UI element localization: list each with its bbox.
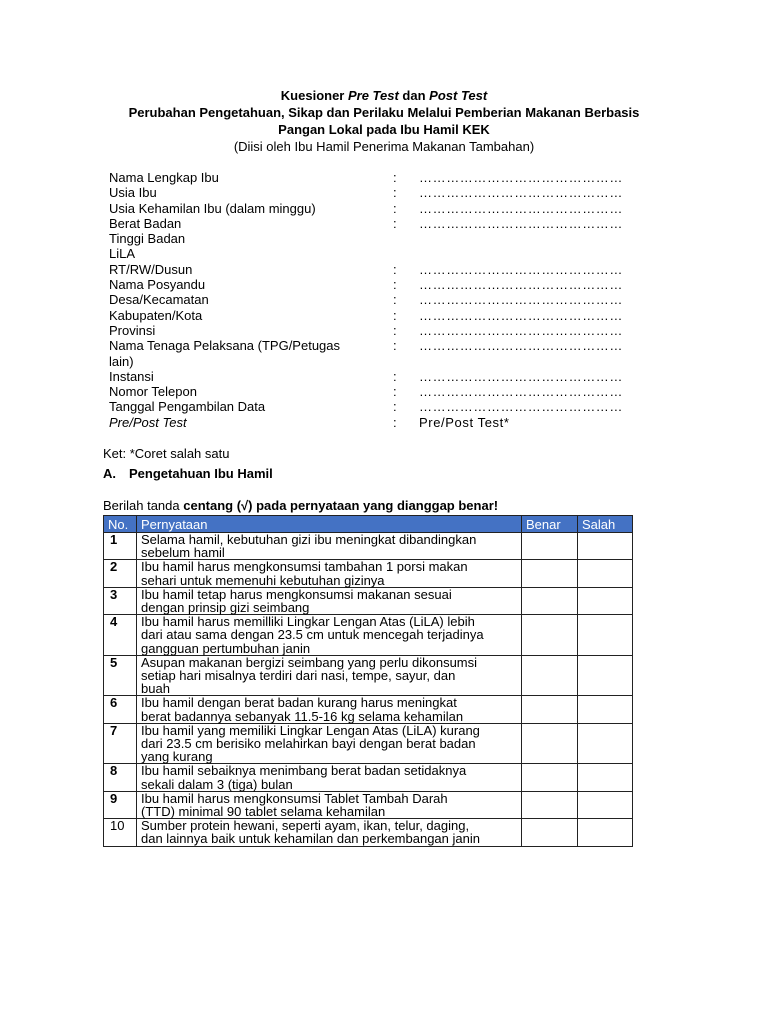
row-statement (137, 723, 522, 764)
questionnaire-table (103, 515, 633, 847)
statement-line: dengan prinsip gizi seimbang (141, 600, 310, 616)
row-number: 5 (104, 655, 137, 696)
field-colon: : (393, 277, 397, 293)
salah-cell[interactable] (578, 560, 633, 587)
row-number: 6 (104, 696, 137, 723)
salah-cell[interactable] (578, 696, 633, 723)
field-row (109, 308, 669, 323)
statement-line: gangguan pertumbuhan janin (141, 640, 311, 656)
field-colon: : (393, 414, 397, 430)
field-value-blank[interactable]: ……………………………………… (419, 200, 623, 216)
field-value-blank[interactable]: ……………………………………… (419, 277, 623, 293)
field-colon: : (393, 368, 397, 384)
table-row (104, 587, 633, 614)
table-row (104, 819, 633, 846)
row-statement (137, 560, 522, 587)
row-number: 4 (104, 615, 137, 656)
field-value-blank[interactable] (419, 354, 669, 369)
row-statement (137, 696, 522, 723)
salah-cell[interactable] (578, 533, 633, 560)
field-value-blank[interactable]: ……………………………………… (419, 261, 623, 277)
field-label: Nama Posyandu (109, 277, 206, 293)
section-title: Pengetahuan Ibu Hamil (129, 466, 273, 481)
field-label: Berat Badan (109, 215, 182, 231)
field-value-blank[interactable]: ……………………………………… (419, 399, 623, 415)
table-row (104, 560, 633, 587)
salah-cell[interactable] (578, 819, 633, 846)
row-statement (137, 533, 522, 560)
field-label: lain) (109, 353, 134, 369)
benar-cell[interactable] (522, 791, 578, 818)
field-value-blank[interactable]: ……………………………………… (419, 292, 623, 308)
row-number: 7 (104, 723, 137, 764)
field-value-blank[interactable]: ……………………………………… (419, 368, 623, 384)
document-subtitle-line1: Perubahan Pengetahuan, Sikap dan Perilaku Melalui Pemberian Makanan Berbasis (128, 105, 640, 120)
respondent-fields (109, 170, 669, 430)
benar-cell[interactable] (522, 615, 578, 656)
header-benar: Benar (522, 516, 578, 533)
instruction-text: Berilah tanda centang (√) pada pernyataan yang dianggap benar! (103, 498, 499, 513)
field-colon: : (393, 185, 397, 201)
field-row (109, 369, 669, 384)
field-value-blank[interactable]: ……………………………………… (419, 307, 623, 323)
field-row (109, 185, 669, 200)
field-colon: : (393, 261, 397, 277)
header-statement: Pernyataan (137, 516, 522, 533)
statement-line: Ibu hamil yang memiliki Lingkar Lengan Atas (LiLA) kurang (141, 722, 480, 738)
benar-cell[interactable] (522, 587, 578, 614)
document-subtitle-line2: Pangan Lokal pada Ibu Hamil KEK (278, 122, 490, 137)
statement-line: Ibu hamil tetap harus mengkonsumsi makanan sesuai (141, 586, 452, 602)
benar-cell[interactable] (522, 655, 578, 696)
field-label: Instansi (109, 368, 154, 384)
field-row (109, 262, 669, 277)
table-row (104, 615, 633, 656)
benar-cell[interactable] (522, 819, 578, 846)
benar-cell[interactable] (522, 764, 578, 791)
row-statement (137, 791, 522, 818)
row-statement (137, 615, 522, 656)
field-colon: : (393, 384, 397, 400)
field-value-blank[interactable]: ……………………………………… (419, 215, 623, 231)
statement-line: berat badannya sebanyak 11.5-16 kg selama kehamilan (141, 708, 464, 724)
statement-line: sehari untuk memenuhi kebutuhan gizinya (141, 572, 385, 588)
statement-line: Ibu hamil harus mengkonsumsi Tablet Tambah Darah (141, 790, 448, 806)
benar-cell[interactable] (522, 533, 578, 560)
table-header-row (104, 516, 633, 533)
field-label: Pre/Post Test (109, 414, 187, 430)
statement-line: sebelum hamil (141, 545, 225, 561)
statement-line: buah (141, 681, 170, 697)
table-row (104, 791, 633, 818)
statement-line: sekali dalam 3 (tiga) bulan (141, 776, 293, 792)
section-heading (103, 466, 273, 481)
field-value-blank[interactable]: ……………………………………… (419, 338, 623, 354)
field-label: Desa/Kecamatan (109, 292, 209, 308)
statement-line: Asupan makanan bergizi seimbang yang perlu dikonsumsi (141, 654, 478, 670)
field-colon: : (393, 170, 397, 185)
ket-note: Ket: *Coret salah satu (103, 446, 230, 461)
field-value-blank[interactable]: ……………………………………… (419, 185, 623, 201)
document-title: Kuesioner Pre Test dan Post Test (280, 88, 488, 103)
field-label: Tinggi Badan (109, 231, 186, 247)
table-row (104, 764, 633, 791)
row-number: 1 (104, 533, 137, 560)
field-row (109, 246, 669, 261)
statement-line: dan lainnya baik untuk kehamilan dan perkembangan janin (141, 831, 480, 847)
field-label: RT/RW/Dusun (109, 261, 193, 277)
field-colon: : (393, 307, 397, 323)
row-statement (137, 655, 522, 696)
table-row (104, 655, 633, 696)
table-row (104, 533, 633, 560)
row-statement (137, 587, 522, 614)
table-row (104, 723, 633, 764)
field-row (109, 216, 669, 231)
field-label: Tanggal Pengambilan Data (109, 399, 266, 415)
row-number: 9 (104, 791, 137, 818)
field-row (109, 170, 669, 185)
statement-line: Sumber protein hewani, seperti ayam, ikan, telur, daging, (141, 818, 470, 834)
benar-cell[interactable] (522, 723, 578, 764)
field-row (109, 201, 669, 216)
field-label: Usia Kehamilan Ibu (dalam minggu) (109, 200, 316, 216)
field-label: Usia Ibu (109, 185, 157, 201)
field-row (109, 415, 669, 430)
field-colon (393, 246, 419, 261)
field-colon: : (393, 200, 397, 216)
statement-line: (TTD) minimal 90 tablet selama kehamilan (141, 804, 386, 820)
salah-cell[interactable] (578, 723, 633, 764)
salah-cell[interactable] (578, 615, 633, 656)
field-value-blank[interactable]: ……………………………………… (419, 384, 623, 400)
field-value-blank[interactable]: ……………………………………… (419, 170, 623, 185)
row-number: 8 (104, 764, 137, 791)
field-colon: : (393, 399, 397, 415)
field-colon: : (393, 338, 397, 354)
header-salah: Salah (578, 516, 633, 533)
statement-line: Ibu hamil harus mengkonsumsi tambahan 1 porsi makan (141, 559, 468, 575)
field-row (109, 292, 669, 307)
table-row (104, 696, 633, 723)
salah-cell[interactable] (578, 587, 633, 614)
statement-line: dari 23.5 cm berisiko melahirkan bayi dengan berat badan (141, 736, 476, 752)
statement-line: yang kurang (141, 749, 213, 765)
field-value-blank[interactable] (419, 231, 669, 246)
row-number: 3 (104, 587, 137, 614)
field-label: Kabupaten/Kota (109, 307, 203, 323)
field-row (109, 323, 669, 338)
document-header (0, 87, 768, 155)
statement-line: Selama hamil, kebutuhan gizi ibu meningkat dibandingkan (141, 532, 477, 547)
field-colon: : (393, 322, 397, 338)
field-value-blank[interactable]: ……………………………………… (419, 322, 623, 338)
statement-line: Ibu hamil sebaiknya menimbang berat badan setidaknya (141, 763, 467, 779)
field-label: Nama Tenaga Pelaksana (TPG/Petugas (109, 338, 341, 354)
field-colon (393, 231, 419, 246)
salah-cell[interactable] (578, 655, 633, 696)
field-label: LiLA (109, 246, 136, 262)
benar-cell[interactable] (522, 560, 578, 587)
field-row (109, 338, 669, 353)
field-label: Nomor Telepon (109, 384, 197, 400)
field-row (109, 231, 669, 246)
field-row (109, 384, 669, 399)
field-value-blank[interactable]: Pre/Post Test* (419, 414, 510, 430)
field-row (109, 277, 669, 292)
field-label: Nama Lengkap Ibu (109, 170, 219, 185)
field-row (109, 354, 669, 369)
field-value-blank[interactable] (419, 246, 669, 261)
row-number: 10 (104, 819, 137, 846)
row-statement (137, 764, 522, 791)
statement-line: Ibu hamil dengan berat badan kurang harus meningkat (141, 695, 457, 711)
statement-line: setiap hari misalnya terdiri dari nasi, tempe, sayur, dan (141, 668, 456, 684)
field-colon: : (393, 215, 397, 231)
row-statement (137, 819, 522, 846)
document-note: (Diisi oleh Ibu Hamil Penerima Makanan Tambahan) (233, 139, 535, 154)
salah-cell[interactable] (578, 791, 633, 818)
section-letter: A. (103, 466, 116, 481)
row-number: 2 (104, 560, 137, 587)
statement-line: dari atau sama dengan 23.5 cm untuk mencegah terjadinya (141, 627, 484, 643)
field-colon (393, 354, 419, 369)
benar-cell[interactable] (522, 696, 578, 723)
field-colon: : (393, 292, 397, 308)
salah-cell[interactable] (578, 764, 633, 791)
field-label: Provinsi (109, 322, 156, 338)
field-row (109, 399, 669, 414)
header-no: No. (104, 516, 137, 533)
statement-line: Ibu hamil harus memilliki Lingkar Lengan Atas (LiLA) lebih (141, 614, 475, 630)
